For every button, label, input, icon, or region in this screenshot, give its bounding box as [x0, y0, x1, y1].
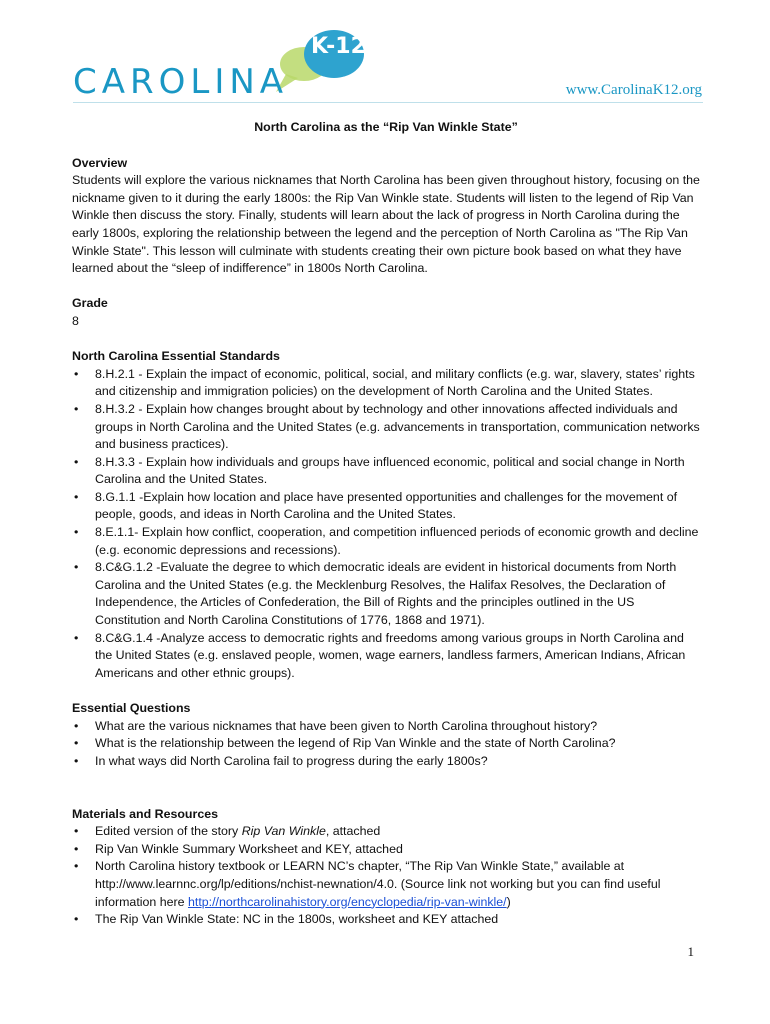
header-divider: [73, 102, 703, 103]
list-item: • 8.H.2.1 - Explain the impact of economic, political, social, and military conflicts (e.g. war, slavery, states’ rights and citizenship and immigration policies) on the development of North Carolina and the United States.: [72, 366, 700, 401]
materials-list: [72, 823, 700, 929]
questions-list: [72, 718, 700, 771]
list-item: [72, 858, 700, 911]
ncpedia-link[interactable]: http://northcarolinahistory.org/encyclopedia/rip-van-winkle/: [187, 894, 507, 909]
list-item: • 8.E.1.1- Explain how conflict, cooperation, and competition influenced periods of economic growth and decline (e.g. economic depressions and recessions).: [72, 524, 700, 559]
overview-text: Students will explore the various nicknames that North Carolina has been given throughout history, focusing on the nickname given to it during the early 1800s: the Rip Van Winkle state. Students will listen to the legend of Rip Van Winkle then discuss the story. Finally, students will learn about the lack of progress in North Carolina during the early 1800s, exploring the relationship between the legend and the perception of North Carolina as "The Rip Van Winkle State". This lesson will culminate with students creating their own picture book based on what they have learned about the “sleep of indifference” in 1800s North Carolina.: [72, 173, 700, 276]
list-item: • What are the various nicknames that have been given to North Carolina throughout history?: [72, 718, 700, 736]
grade-heading: Grade: [72, 296, 108, 311]
k12-badge-text: K-12: [311, 34, 366, 59]
list-item: • 8.H.3.2 - Explain how changes brought about by technology and other innovations affected individuals and groups in North Carolina and the United States (e.g. advancements in transportation, communication networks and business practices).: [72, 401, 700, 454]
list-item: • Rip Van Winkle Summary Worksheet and KEY, attached: [72, 841, 700, 859]
site-url: www.CarolinaK12.org: [565, 82, 702, 98]
standards-list: [72, 366, 700, 683]
list-item: [72, 823, 700, 841]
page-header: [0, 0, 770, 110]
materials-item3-text: North Carolina history textbook or LEARN NC’s chapter, “The Rip Van Winkle State,” available at http://www.learnnc.org/lp/editions/nchist-newnation/4.0. (Source link not working but you can find useful information here: [95, 859, 661, 909]
page-number: 1: [687, 944, 694, 959]
list-item: • 8.C&G.1.4 -Analyze access to democratic rights and freedoms among various groups in North Carolina and the United States (e.g. enslaved people, women, wage earners, landless farmers, American Indians, African Americans and other ethnic groups).: [72, 630, 700, 683]
document-body: [72, 119, 700, 929]
document-title: North Carolina as the “Rip Van Winkle State”: [254, 120, 518, 134]
list-item: • What is the relationship between the legend of Rip Van Winkle and the state of North Carolina?: [72, 735, 700, 753]
standards-heading: North Carolina Essential Standards: [72, 349, 280, 364]
list-item: • 8.C&G.1.2 -Evaluate the degree to which democratic ideals are evident in historical documents from North Carolina and the United States (e.g. the Mecklenburg Resolves, the Halifax Resolves, the Declaration of Independence, the Articles of Confederation, the Bill of Rights and the principles outlined in the US Constitution and North Carolina Constitutions of 1776, 1868 and 1971).: [72, 559, 700, 629]
list-item: • In what ways did North Carolina fail to progress during the early 1800s?: [72, 753, 700, 771]
materials-item1-prefix: Edited version of the story: [95, 824, 242, 839]
grade-value: 8: [72, 313, 79, 328]
materials-item1-suffix: , attached: [325, 824, 381, 839]
carolina-logo-text: CAROLINA: [73, 62, 289, 102]
questions-heading: Essential Questions: [72, 701, 191, 715]
list-item: • 8.G.1.1 -Explain how location and place have presented opportunities and challenges for the movement of people, goods, and ideas in North Carolina and the United States.: [72, 489, 700, 524]
list-item: • 8.H.3.3 - Explain how individuals and groups have influenced economic, political and social change in North Carolina and the United States.: [72, 454, 700, 489]
materials-heading: Materials and Resources: [72, 806, 218, 821]
overview-heading: Overview: [72, 155, 128, 170]
list-item: • The Rip Van Winkle State: NC in the 1800s, worksheet and KEY attached: [72, 911, 700, 929]
materials-item1-title: Rip Van Winkle: [241, 824, 326, 839]
materials-item3-end: ): [506, 894, 511, 909]
